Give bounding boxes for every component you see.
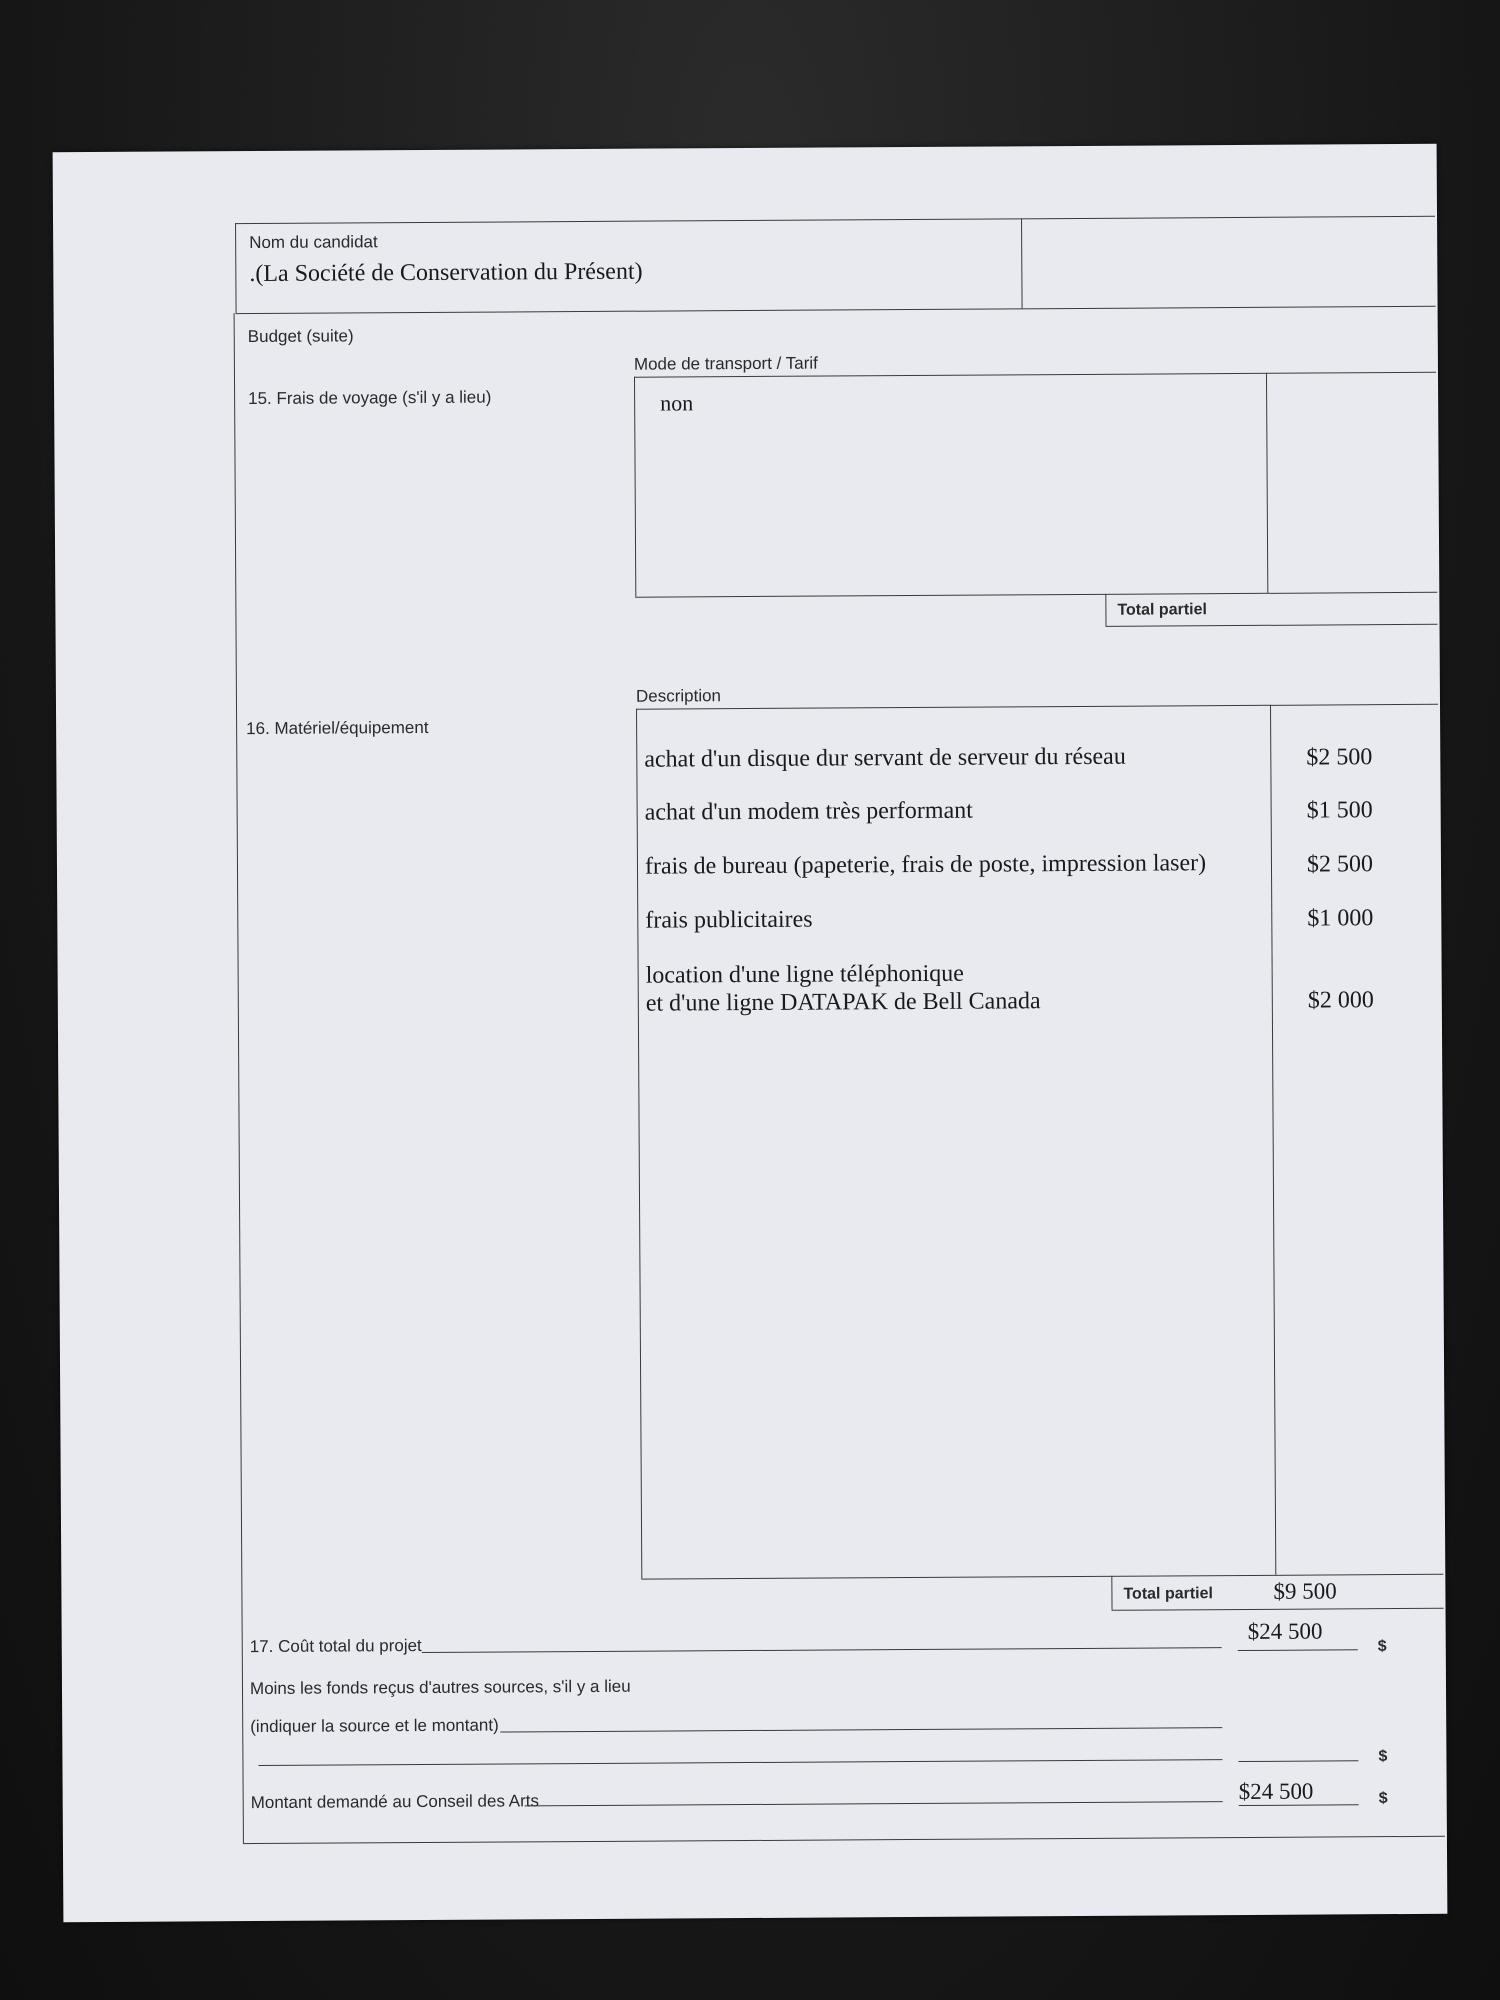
equipment-item-4-amount: $1 000 [1307,905,1374,932]
equipment-item-5-description-line1: location d'une ligne téléphonique [645,960,964,989]
equipment-subtotal-rule [1112,1608,1444,1611]
equipment-item-3-amount: $2 500 [1306,851,1374,878]
equipment-item-4-description: frais publicitaires [645,906,813,934]
header-divider-rule [1021,218,1023,308]
travel-subtotal-left [1105,594,1106,626]
equipment-item-3-description: frais de bureau (papeterie, frais de poste, impression laser) [644,850,1207,880]
total-cost-value: $24 500 [1247,1618,1323,1644]
equipment-subtotal-value: $9 500 [1273,1578,1337,1604]
equipment-item-5-description-line2: et d'une ligne DATAPAK de Bell Canada [645,988,1041,1017]
requested-amount-value: $24 500 [1238,1778,1314,1805]
equipment-column-header: Description [635,686,722,706]
travel-box-left [634,377,636,597]
travel-subtotal-label: Total partiel [1117,601,1207,619]
form-left-rule [234,313,244,1843]
other-funds-amount-line [1238,1760,1358,1762]
equipment-box-left [636,709,642,1579]
requested-amount-line [1239,1804,1359,1806]
requested-dollar-sign: $ [1378,1790,1388,1808]
equipment-subtotal-left [1111,1576,1112,1610]
requested-fill-line [525,1801,1223,1806]
other-funds-fill-line-1 [500,1727,1222,1732]
travel-subtotal-rule [1106,624,1438,627]
candidate-name-value: .(La Société de Conservation du Présent) [249,258,643,288]
total-cost-dollar-sign: $ [1377,1638,1387,1656]
other-funds-dollar-sign: $ [1378,1748,1388,1766]
equipment-item-2-description: achat d'un modem très performant [644,797,973,826]
form-bottom-rule [243,1836,1445,1844]
equipment-item-2-amount: $1 500 [1306,797,1373,824]
equipment-section-label: 16. Matériel/équipement [246,717,429,739]
equipment-item-1-description: achat d'un disque dur servant de serveur du réseau [644,743,1126,773]
total-cost-label: 17. Coût total du projet [249,1636,422,1657]
requested-amount-label: Montant demandé au Conseil des Arts [250,1791,539,1813]
header-left-rule [235,223,237,313]
other-funds-label: Moins les fonds reçus d'autres sources, s'il y a lieu [249,1676,631,1699]
other-funds-fill-line-2 [258,1759,1222,1766]
header-top-rule [235,216,1435,224]
travel-box-divider [1266,373,1268,593]
header-bottom-rule [236,306,1436,314]
equipment-item-5-amount: $2 000 [1307,987,1374,1014]
equipment-box-divider [1270,705,1276,1575]
total-cost-fill-line [422,1647,1222,1653]
equipment-item-1-amount: $2 500 [1306,744,1373,771]
total-cost-amount-line [1238,1649,1358,1651]
candidate-name-label: Nom du candidat [249,232,378,253]
travel-value: non [660,390,694,416]
other-funds-sub-label: (indiquer la source et le montant) [250,1715,499,1737]
travel-column-header: Mode de transport / Tarif [633,353,818,374]
budget-form-page [53,144,1448,1922]
equipment-subtotal-label: Total partiel [1123,1585,1213,1603]
budget-section-title: Budget (suite) [247,326,354,347]
equipment-box-top [636,704,1438,710]
travel-section-label: 15. Frais de voyage (s'il y a lieu) [248,387,492,409]
travel-box-bottom [635,592,1437,598]
